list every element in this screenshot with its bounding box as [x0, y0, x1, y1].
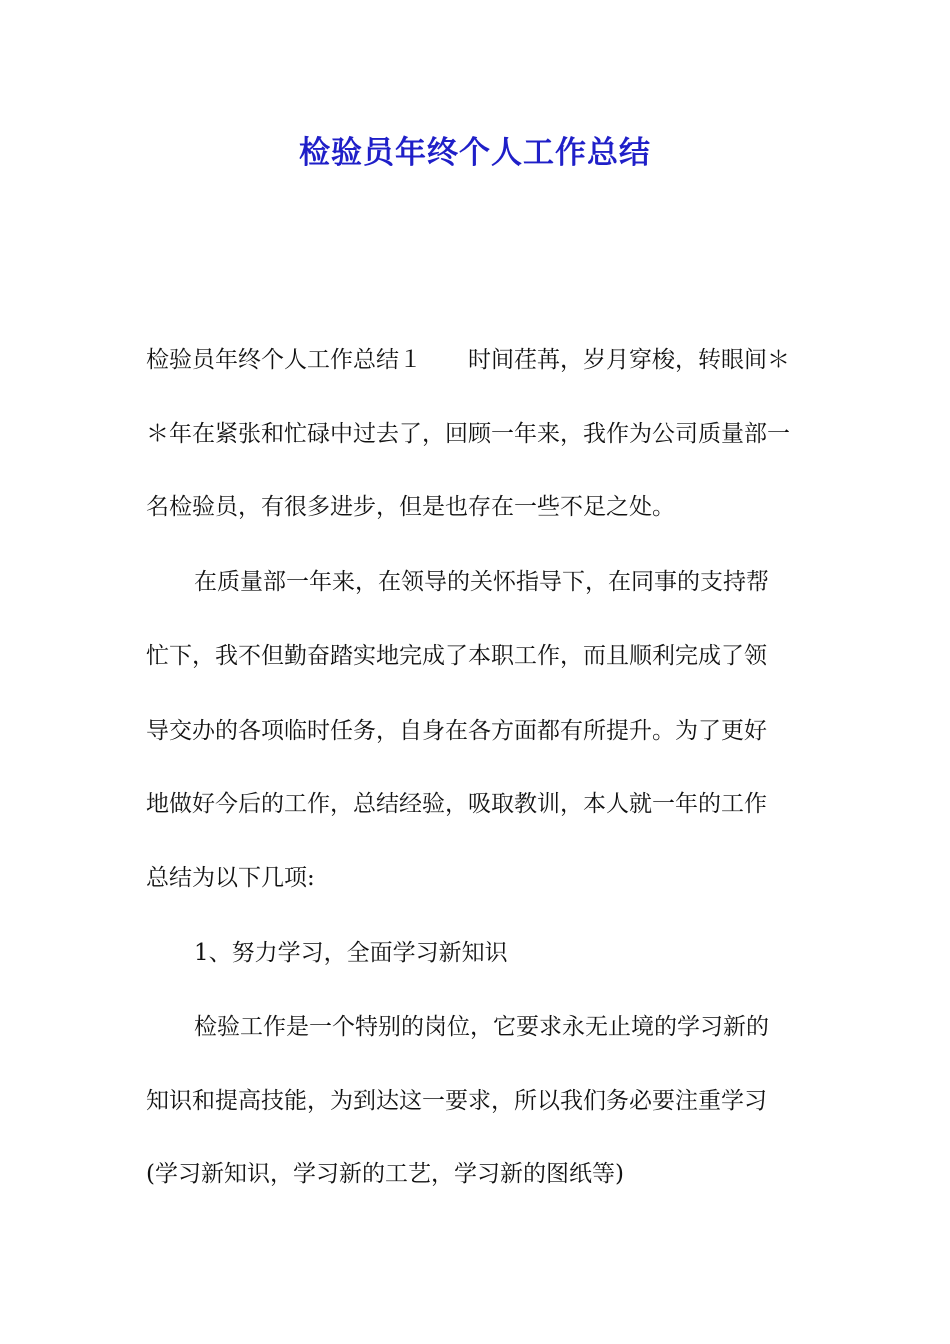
text-line: 总结为以下几项:: [146, 865, 315, 891]
text-line: ＊年在紧张和忙碌中过去了，回顾一年来，我作为公司质量部一: [146, 421, 790, 447]
text-line: 导交办的各项临时任务，自身在各方面都有所提升。为了更好: [146, 718, 767, 744]
text-line: 检验员年终个人工作总结１ 时间荏苒，岁月穿梭，转眼间＊: [146, 347, 790, 373]
text-line: 名检验员，有很多进步，但是也存在一些不足之处。: [146, 494, 675, 520]
text-line: 地做好今后的工作，总结经验，吸取教训，本人就一年的工作: [146, 791, 767, 817]
text-line: (学习新知识，学习新的工艺，学习新的图纸等): [146, 1161, 624, 1187]
text-line: 知识和提高技能，为到达这一要求，所以我们务必要注重学习: [146, 1088, 767, 1114]
paragraph-start-line: 检验工作是一个特别的岗位，它要求永无止境的学习新的: [194, 1014, 769, 1040]
paragraph-start-line: 在质量部一年来，在领导的关怀指导下，在同事的支持帮: [194, 569, 769, 595]
section-heading: 1、努力学习，全面学习新知识: [194, 940, 508, 966]
document-title: 检验员年终个人工作总结: [299, 135, 651, 171]
text-line: 忙下，我不但勤奋踏实地完成了本职工作，而且顺利完成了领: [146, 643, 767, 669]
